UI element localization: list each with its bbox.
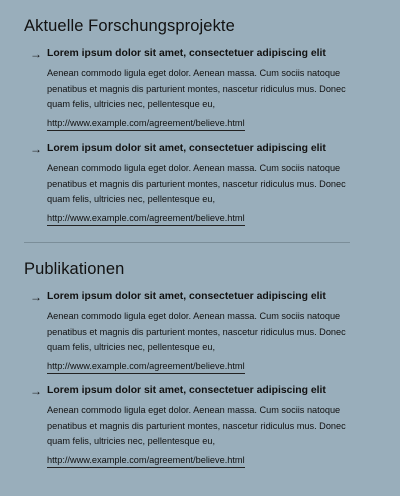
- item-link[interactable]: http://www.example.com/agreement/believe.html: [47, 454, 245, 468]
- item-description: Aenean commodo ligula eget dolor. Aenean massa. Cum sociis natoque penatibus et magnis dis parturient montes, nascetur ridiculus mus. Donec quam felis, ultricies nec, pellentesque eu,: [47, 405, 346, 447]
- item-link[interactable]: http://www.example.com/agreement/believe.html: [47, 360, 245, 374]
- section-research-projects: [0, 16, 400, 223]
- section-title: Publikationen: [24, 260, 125, 278]
- list-item: [30, 290, 370, 374]
- arrow-right-icon: →: [30, 384, 42, 398]
- list-item: [30, 47, 370, 131]
- section-publications: [0, 259, 400, 465]
- arrow-right-icon: →: [30, 142, 42, 156]
- item-description: Aenean commodo ligula eget dolor. Aenean massa. Cum sociis natoque penatibus et magnis dis parturient montes, nascetur ridiculus mus. Donec quam felis, ultricies nec, pellentesque eu,: [47, 311, 346, 353]
- item-description: Aenean commodo ligula eget dolor. Aenean massa. Cum sociis natoque penatibus et magnis dis parturient montes, nascetur ridiculus mus. Donec quam felis, ultricies nec, pellentesque eu,: [47, 163, 346, 205]
- arrow-right-icon: →: [30, 47, 42, 61]
- item-title: Lorem ipsum dolor sit amet, consectetuer adipiscing elit: [47, 385, 326, 396]
- item-title: Lorem ipsum dolor sit amet, consectetuer adipiscing elit: [47, 48, 326, 59]
- item-link[interactable]: http://www.example.com/agreement/believe.html: [47, 212, 245, 226]
- item-title: Lorem ipsum dolor sit amet, consectetuer adipiscing elit: [47, 291, 326, 302]
- arrow-right-icon: →: [30, 290, 42, 304]
- item-link[interactable]: http://www.example.com/agreement/believe.html: [47, 117, 245, 131]
- list-item: [30, 384, 370, 468]
- section-divider: [24, 242, 350, 243]
- item-description: Aenean commodo ligula eget dolor. Aenean massa. Cum sociis natoque penatibus et magnis dis parturient montes, nascetur ridiculus mus. Donec quam felis, ultricies nec, pellentesque eu,: [47, 68, 346, 110]
- item-title: Lorem ipsum dolor sit amet, consectetuer adipiscing elit: [47, 143, 326, 154]
- section-title: Aktuelle Forschungsprojekte: [24, 17, 235, 35]
- list-item: [30, 142, 370, 226]
